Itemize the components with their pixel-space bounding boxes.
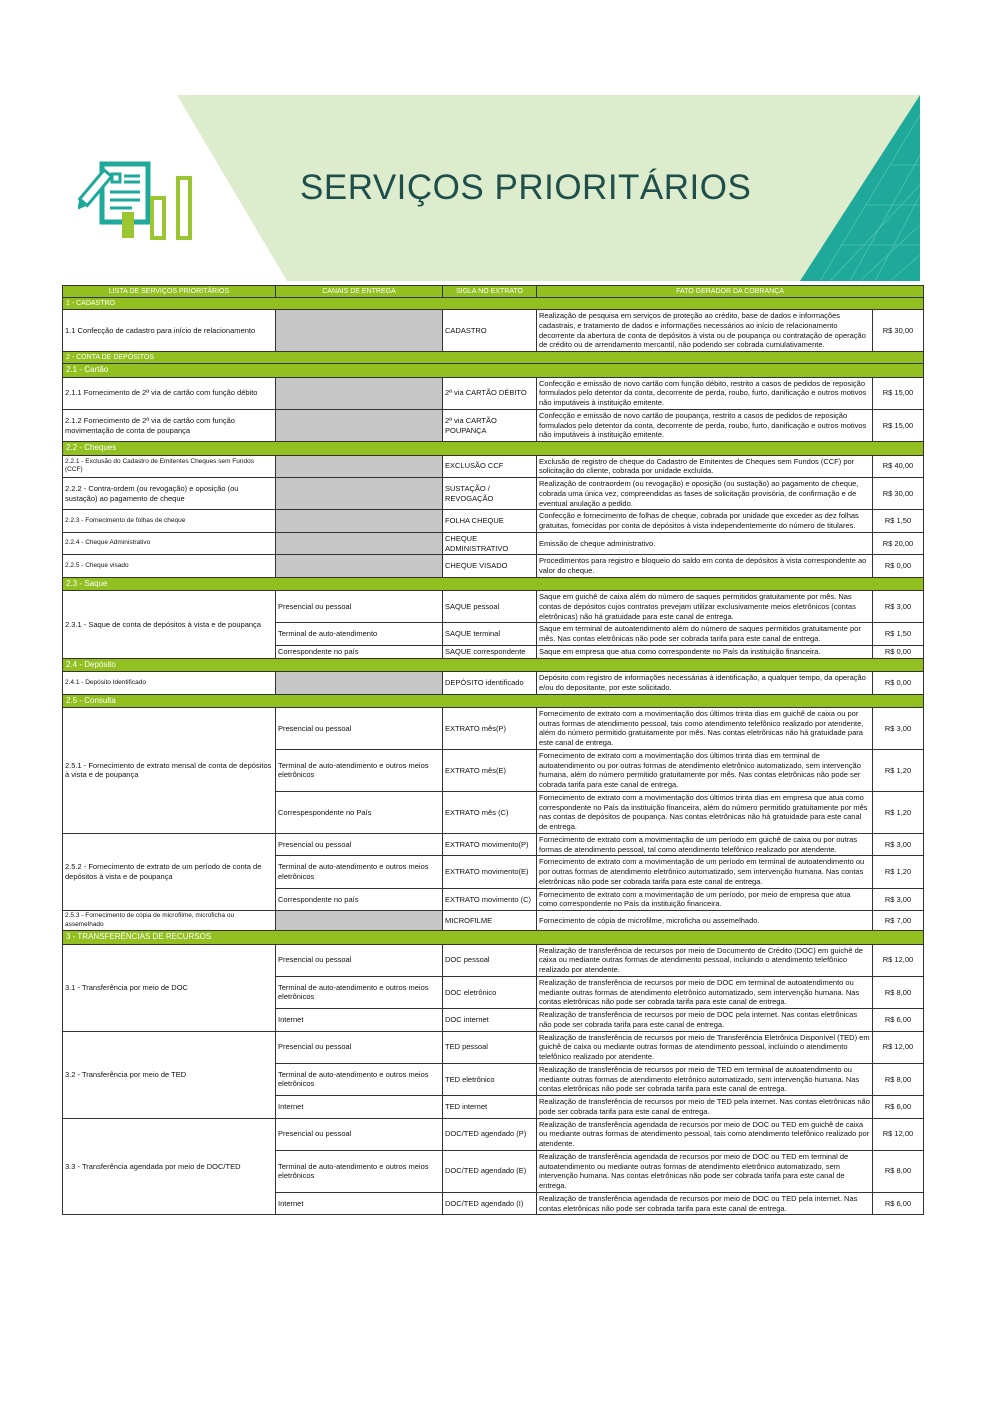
service-name: 3.1 - Transferência por meio de DOC: [63, 944, 276, 1031]
table-row: [63, 944, 924, 976]
price: R$ 15,00: [873, 409, 924, 441]
charge-description: Fornecimento de extrato com a movimentação de um período em terminal de autoatendimento ou por outras formas de atendimento eletrônico automatizado, sem intervenção humana. Nas contas eletrônicas não pode ser cobrada tarifa para este canal de entrega.: [537, 856, 873, 888]
price: R$ 8,00: [873, 1063, 924, 1095]
service-name: 2.1.2 Fornecimento de 2ª via de cartão com função movimentação de conta de poupança: [63, 409, 276, 441]
statement-code: TED eletrônico: [443, 1063, 537, 1095]
section-title: 2.4 - Depósito: [63, 658, 924, 671]
statement-code: SAQUE correspondente: [443, 645, 537, 658]
charge-description: Realização de transferência de recursos por meio de DOC em terminal de autoatendimento ou mediante outras formas de atendimento eletrônico automatizado, sem intervenção humana. Nas contas eletrônicas não pode ser cobrada tarifa para este canal de entrega.: [537, 976, 873, 1008]
charge-description: Realização de transferência de recursos por meio de TED pela internet. Nas contas eletrônicas não pode ser cobrada tarifa para este canal de entrega.: [537, 1096, 873, 1119]
statement-code: SUSTAÇÃO / REVOGAÇÃO: [443, 478, 537, 510]
delivery-channel: Presencial ou pessoal: [276, 1118, 443, 1150]
channel-empty: [276, 510, 443, 533]
table-row: [63, 1118, 924, 1150]
charge-description: Confecção e emissão de novo cartão de poupança, restrito a casos de pedidos de reposição formulados pelo detentor da conta, decorrente de perda, roubo, furto, danificação e outros motivos não imputáveis à instituição emitente.: [537, 409, 873, 441]
price: R$ 8,00: [873, 1150, 924, 1192]
charge-description: Realização de transferência de recursos por meio de TED em terminal de autoatendimento ou mediante outras formas de atendimento eletrônico automatizado, sem intervenção humana. Nas contas eletrônicas não pode ser cobrada tarifa para este canal de entrega.: [537, 1063, 873, 1095]
statement-code: EXTRATO movimento(P): [443, 833, 537, 856]
channel-empty: [276, 555, 443, 578]
charge-description: Confecção e emissão de novo cartão com função débito, restrito a casos de pedidos de reposição formulados pelo detentor da conta, decorrente de perda, roubo, furto, danificação e outros motivos não imputáveis à instituição emitente.: [537, 377, 873, 409]
charge-description: Exclusão de registro de cheque do Cadastro de Emitentes de Cheques sem Fundos (CCF) por solicitação do cliente, cobrada por unidade excluída.: [537, 455, 873, 478]
charge-description: Realização de transferência agendada de recursos por meio de DOC ou TED em guichê de caixa ou mediante outras formas de atendimento pessoal, tais como atendimento telefônico realizado por atendente.: [537, 1118, 873, 1150]
table-row: [63, 591, 924, 623]
section-title: 2 - CONTA DE DEPÓSITOS: [63, 352, 924, 364]
table-row: [63, 377, 924, 409]
delivery-channel: Presencial ou pessoal: [276, 707, 443, 749]
charge-description: Fornecimento de cópia de microfilme, microficha ou assemelhado.: [537, 911, 873, 931]
section-row: [63, 298, 924, 310]
section-row: [63, 694, 924, 707]
statement-code: EXTRATO movimento (C): [443, 888, 537, 911]
delivery-channel: Presencial ou pessoal: [276, 591, 443, 623]
section-row: [63, 931, 924, 944]
price: R$ 3,00: [873, 591, 924, 623]
price: R$ 6,00: [873, 1009, 924, 1032]
section-row: [63, 352, 924, 364]
price: R$ 3,00: [873, 707, 924, 749]
column-header: SIGLA NO EXTRATO: [443, 286, 537, 298]
charge-description: Saque em terminal de autoatendimento além do número de saques permitidos gratuitamente por mês. Nas contas eletrônicas não pode ser cobrada tarifa para este canal de entrega.: [537, 623, 873, 646]
price: R$ 1,20: [873, 791, 924, 833]
charge-description: Realização de transferência de recursos por meio de Documento de Crédito (DOC) em guichê de caixa ou mediante outras formas de atendimento pessoal, incluindo o atendimento telefônico realizado por atendente.: [537, 944, 873, 976]
service-name: 2.5.3 - Fornecimento de cópia de microfilme, microficha ou assemelhado: [63, 911, 276, 931]
price: R$ 15,00: [873, 377, 924, 409]
table-row: [63, 911, 924, 931]
charge-description: Realização de pesquisa em serviços de proteção ao crédito, base de dados e informações cadastrais, e tratamento de dados e informações necessários ao início de relacionamento decorrente da abertura de conta de depósitos à vista ou de poupança ou contratação de operação de crédito ou de arrendamento mercantil, não podendo ser cobrada cumulativamente.: [537, 310, 873, 352]
table-row: [63, 672, 924, 695]
table-row: [63, 455, 924, 478]
charge-description: Realização de contraordem (ou revogação) e oposição (ou sustação) ao pagamento de cheque, cobrada uma única vez, compreendidas as fases de solicitação provisória, de confirmação e de eventual anulação a pedido.: [537, 478, 873, 510]
delivery-channel: Presencial ou pessoal: [276, 944, 443, 976]
charge-description: Fornecimento de extrato com a movimentação de um período em guichê de caixa ou por outras formas de atendimento pessoal, tal como atendimento telefônico realizado por atendente.: [537, 833, 873, 856]
charge-description: Fornecimento de extrato com a movimentação dos últimos trinta dias em terminal de autoatendimento ou por outras formas de atendimento eletrônico automatizado, sem intervenção humana, além do número permitido gratuitamente por mês. Nas contas eletrônicas não pode ser cobrada tarifa para este canal de entrega.: [537, 749, 873, 791]
section-row: [63, 364, 924, 377]
delivery-channel: Correspespondente no País: [276, 791, 443, 833]
statement-code: DOC pessoal: [443, 944, 537, 976]
section-title: 2.1 - Cartão: [63, 364, 924, 377]
section-title: 1 - CADASTRO: [63, 298, 924, 310]
price: R$ 12,00: [873, 944, 924, 976]
section-row: [63, 577, 924, 590]
table-header: [63, 286, 924, 298]
statement-code: FOLHA CHEQUE: [443, 510, 537, 533]
statement-code: CHEQUE ADMINISTRATIVO: [443, 532, 537, 555]
channel-empty: [276, 310, 443, 352]
service-name: 2.2.4 - Cheque Administrativo: [63, 532, 276, 555]
service-name: 3.3 - Transferência agendada por meio de DOC/TED: [63, 1118, 276, 1215]
delivery-channel: Presencial ou pessoal: [276, 833, 443, 856]
delivery-channel: Terminal de auto-atendimento e outros meios eletrônicos: [276, 976, 443, 1008]
charge-description: Emissão de cheque administrativo.: [537, 532, 873, 555]
charge-description: Fornecimento de extrato com a movimentação dos últimos trinta dias em guichê de caixa ou por outras formas de atendimento pessoal, tais como atendimento telefônico realizado por atendente, além do número permitido gratuitamente por mês. Nas contas eletrônicas não há gratuidade para este canal de entrega.: [537, 707, 873, 749]
statement-code: MICROFILME: [443, 911, 537, 931]
channel-empty: [276, 377, 443, 409]
section-title: 3 - TRANSFERÊNCIAS DE RECURSOS: [63, 931, 924, 944]
statement-code: CADASTRO: [443, 310, 537, 352]
service-name: 2.4.1 - Depósito Identificado: [63, 672, 276, 695]
charge-description: Fornecimento de extrato com a movimentação dos últimos trinta dias em empresa que atua como correspondente no País da instituição financeira, além do número permitido gratuitamente por mês nas contas de depósitos de poupança. Nas contas eletrônicas não há gratuidade para este canal de entrega.: [537, 791, 873, 833]
price: R$ 0,00: [873, 555, 924, 578]
service-name: 3.2 - Transferência por meio de TED: [63, 1031, 276, 1118]
price: R$ 1,20: [873, 749, 924, 791]
statement-code: SAQUE pessoal: [443, 591, 537, 623]
charge-description: Realização de transferência de recursos por meio de DOC pela internet. Nas contas eletrônicas não pode ser cobrada tarifa para este canal de entrega.: [537, 1009, 873, 1032]
price: R$ 6,00: [873, 1192, 924, 1215]
price: R$ 0,00: [873, 645, 924, 658]
channel-empty: [276, 672, 443, 695]
charge-description: Depósito com registro de informações necessárias à identificação, a qualquer tempo, da operação e/ou do depositante, por este solicitado.: [537, 672, 873, 695]
charge-description: Fornecimento de extrato com a movimentação de um período, por meio de empresa que atua como correspondente no País da instituição financeira.: [537, 888, 873, 911]
price: R$ 20,00: [873, 532, 924, 555]
statement-code: 2ª via CARTÃO DÉBITO: [443, 377, 537, 409]
price: R$ 30,00: [873, 478, 924, 510]
delivery-channel: Correspondente no país: [276, 645, 443, 658]
channel-empty: [276, 532, 443, 555]
triangle-pattern: [800, 95, 920, 281]
table-row: [63, 478, 924, 510]
table-row: [63, 1031, 924, 1063]
service-name: 2.2.5 - Cheque visado: [63, 555, 276, 578]
delivery-channel: Terminal de auto-atendimento: [276, 623, 443, 646]
charge-description: Procedimentos para registro e bloqueio do saldo em conta de depósitos à vista correspondente ao valor do cheque.: [537, 555, 873, 578]
charge-description: Saque em guichê de caixa além do número de saques permitidos gratuitamente por mês. Nas contas de depósitos cujos contratos prevejam utilizar exclusivamente meios eletrônicos (contas eletrônicas) não há gratuidade para este canal de entrega.: [537, 591, 873, 623]
statement-code: EXCLUSÃO CCF: [443, 455, 537, 478]
statement-code: TED internet: [443, 1096, 537, 1119]
statement-code: EXTRATO mês(P): [443, 707, 537, 749]
statement-code: CHEQUE VISADO: [443, 555, 537, 578]
section-title: 2.3 - Saque: [63, 577, 924, 590]
table-row: [63, 707, 924, 749]
statement-code: EXTRATO mês (C): [443, 791, 537, 833]
statement-code: EXTRATO mês(E): [443, 749, 537, 791]
delivery-channel: Internet: [276, 1192, 443, 1215]
price: R$ 30,00: [873, 310, 924, 352]
price: R$ 0,00: [873, 672, 924, 695]
service-name: 2.1.1 Fornecimento de 2ª via de cartão com função débito: [63, 377, 276, 409]
service-name: 1.1 Confecção de cadastro para início de relacionamento: [63, 310, 276, 352]
delivery-channel: Internet: [276, 1009, 443, 1032]
price: R$ 12,00: [873, 1031, 924, 1063]
charge-description: Realização de transferência de recursos por meio de Transferência Eletrônica Disponível (TED) em guichê de caixa ou mediante outras formas de atendimento pessoal, incluindo o atendimento telefônico realizado por atendente.: [537, 1031, 873, 1063]
price: R$ 6,00: [873, 1096, 924, 1119]
channel-empty: [276, 455, 443, 478]
statement-code: DOC/TED agendado (I): [443, 1192, 537, 1215]
table-row: [63, 409, 924, 441]
statement-code: DEPÓSITO identificado: [443, 672, 537, 695]
statement-code: DOC internet: [443, 1009, 537, 1032]
price: R$ 12,00: [873, 1118, 924, 1150]
charge-description: Saque em empresa que atua como correspondente no País da instituição financeira.: [537, 645, 873, 658]
delivery-channel: Correspondente no país: [276, 888, 443, 911]
statement-code: 2ª via CARTÃO POUPANÇA: [443, 409, 537, 441]
service-name: 2.5.2 - Fornecimento de extrato de um período de conta de depósitos à vista e de poupança: [63, 833, 276, 910]
page-title: SERVIÇOS PRIORITÁRIOS: [300, 168, 752, 207]
channel-empty: [276, 911, 443, 931]
statement-code: EXTRATO movimento(E): [443, 856, 537, 888]
section-row: [63, 658, 924, 671]
price: R$ 40,00: [873, 455, 924, 478]
statement-code: DOC eletrônico: [443, 976, 537, 1008]
service-name: 2.2.3 - Fornecimento de folhas de cheque: [63, 510, 276, 533]
price: R$ 1,50: [873, 510, 924, 533]
channel-empty: [276, 478, 443, 510]
price: R$ 3,00: [873, 833, 924, 856]
price: R$ 1,50: [873, 623, 924, 646]
service-name: 2.2.1 - Exclusão do Cadastro de Emitentes Cheques sem Fundos (CCF): [63, 455, 276, 478]
charge-description: Realização de transferência agendada de recursos por meio de DOC ou TED em terminal de autoatendimento ou mediante outras formas de atendimento eletrônico automatizado, sem intervenção humana. Nas contas eletrônicas não pode ser cobrada tarifa para este canal de entrega.: [537, 1150, 873, 1192]
price: R$ 1,20: [873, 856, 924, 888]
statement-code: DOC/TED agendado (P): [443, 1118, 537, 1150]
delivery-channel: Terminal de auto-atendimento e outros meios eletrônicos: [276, 856, 443, 888]
services-table: [62, 285, 924, 1215]
table-row: [63, 833, 924, 856]
channel-empty: [276, 409, 443, 441]
table-row: [63, 510, 924, 533]
delivery-channel: Presencial ou pessoal: [276, 1031, 443, 1063]
column-header: CANAIS DE ENTREGA: [276, 286, 443, 298]
charge-description: Confecção e fornecimento de folhas de cheque, cobrada por unidade que exceder as dez folhas gratuitas, fornecidas por conta de depósitos à vista independentemente do número de titulares.: [537, 510, 873, 533]
delivery-channel: Terminal de auto-atendimento e outros meios eletrônicos: [276, 749, 443, 791]
table-row: [63, 555, 924, 578]
table-row: [63, 532, 924, 555]
section-title: 2.5 - Consulta: [63, 694, 924, 707]
statement-code: SAQUE terminal: [443, 623, 537, 646]
service-name: 2.2.2 - Contra-ordem (ou revogação) e oposição (ou sustação) ao pagamento de cheque: [63, 478, 276, 510]
statement-code: TED pessoal: [443, 1031, 537, 1063]
table-row: [63, 310, 924, 352]
price: R$ 7,00: [873, 911, 924, 931]
delivery-channel: Internet: [276, 1096, 443, 1119]
document-chart-icon: [78, 152, 213, 242]
service-name: 2.5.1 - Fornecimento de extrato mensal de conta de depósitos à vista e de poupança: [63, 707, 276, 833]
price: R$ 3,00: [873, 888, 924, 911]
price: R$ 8,00: [873, 976, 924, 1008]
section-row: [63, 442, 924, 455]
column-header: LISTA DE SERVIÇOS PRIORITÁRIOS: [63, 286, 276, 298]
section-title: 2.2 - Cheques: [63, 442, 924, 455]
statement-code: DOC/TED agendado (E): [443, 1150, 537, 1192]
column-header: FATO GERADOR DA COBRANÇA: [537, 286, 924, 298]
charge-description: Realização de transferência agendada de recursos por meio de DOC ou TED pela internet. Nas contas eletrônicas não pode ser cobrada tarifa para este canal de entrega.: [537, 1192, 873, 1215]
delivery-channel: Terminal de auto-atendimento e outros meios eletrônicos: [276, 1150, 443, 1192]
service-name: 2.3.1 - Saque de conta de depósitos à vista e de poupança: [63, 591, 276, 659]
delivery-channel: Terminal de auto-atendimento e outros meios eletrônicos: [276, 1063, 443, 1095]
